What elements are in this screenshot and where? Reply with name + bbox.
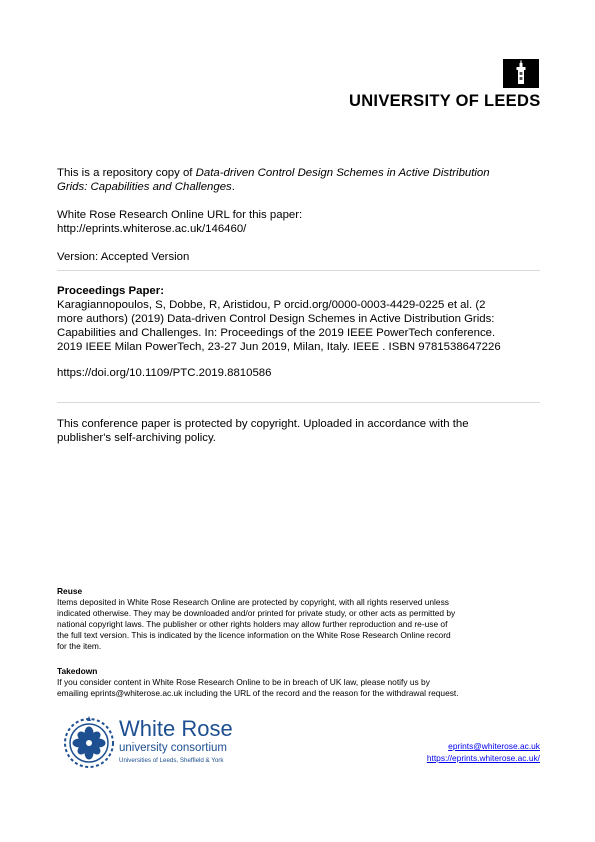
- reuse-heading: Reuse: [57, 586, 83, 596]
- divider-1: [57, 270, 540, 271]
- takedown-heading: Takedown: [57, 666, 98, 676]
- copyright-line: This conference paper is protected by copyright. Uploaded in accordance with the: [57, 418, 469, 430]
- paper-url-link[interactable]: http://eprints.whiterose.ac.uk/146460/: [57, 223, 247, 235]
- citation-line: more authors) (2019) Data-driven Control Design Schemes in Active Distribution Grids:: [57, 313, 495, 325]
- reuse-line: national copyright laws. The publisher or other rights holders may allow further reproduction and re-use of: [57, 619, 448, 629]
- logo-universities: Universities of Leeds, Sheffield & York: [119, 757, 224, 764]
- repository-suffix: .: [231, 181, 235, 193]
- reuse-line: indicated otherwise. They may be downloaded and/or printed for private study, or other acts as permitted by: [57, 608, 456, 618]
- logo-subtitle: university consortium: [119, 742, 228, 754]
- citation-line: 2019 IEEE Milan PowerTech, 23-27 Jun 2019, Milan, Italy. IEEE . ISBN 9781538647226: [57, 341, 501, 353]
- white-rose-emblem-icon: [62, 714, 116, 770]
- repository-copy-line-2: [57, 181, 235, 194]
- leeds-tower-icon: [503, 59, 539, 88]
- proceedings-heading: Proceedings Paper:: [57, 285, 164, 297]
- version-text: Version: Accepted Version: [57, 251, 190, 263]
- reuse-line: Items deposited in White Rose Research Online are protected by copyright, with all rights reserved unless: [57, 597, 449, 607]
- takedown-line: emailing eprints@whiterose.ac.uk including the URL of the record and the reason for the withdrawal request.: [57, 688, 459, 698]
- citation-line: Capabilities and Challenges. In: Proceedings of the 2019 IEEE PowerTech conference.: [57, 327, 496, 339]
- website-link[interactable]: https://eprints.whiterose.ac.uk/: [426, 753, 540, 763]
- paper-title-line2: Grids: Capabilities and Challenges: [57, 181, 232, 193]
- paper-title-line1: Data-driven Control Design Schemes in Active Distribution: [195, 167, 490, 179]
- university-name: UNIVERSITY OF LEEDS: [349, 92, 541, 110]
- repository-copy-line: [57, 167, 490, 180]
- reuse-line: the full text version. This is indicated by the licence information on the White Rose Research Online record: [57, 630, 451, 640]
- divider-2: [57, 402, 540, 403]
- leeds-crest-logo: [503, 59, 539, 88]
- url-label: White Rose Research Online URL for this paper:: [57, 209, 303, 221]
- takedown-line: If you consider content in White Rose Research Online to be in breach of UK law, please notify us by: [57, 677, 430, 687]
- doi-link[interactable]: https://doi.org/10.1109/PTC.2019.8810586: [57, 367, 272, 379]
- white-rose-logo: [62, 714, 232, 770]
- contact-email-link[interactable]: eprints@whiterose.ac.uk: [448, 741, 540, 751]
- citation-line: Karagiannopoulos, S, Dobbe, R, Aristidou, P orcid.org/0000-0003-4429-0225 et al. (2: [57, 299, 486, 311]
- logo-title: White Rose: [119, 716, 233, 741]
- repository-prefix: This is a repository copy of: [57, 167, 196, 179]
- reuse-line: for the item.: [57, 641, 102, 651]
- copyright-line: publisher's self-archiving policy.: [57, 432, 216, 444]
